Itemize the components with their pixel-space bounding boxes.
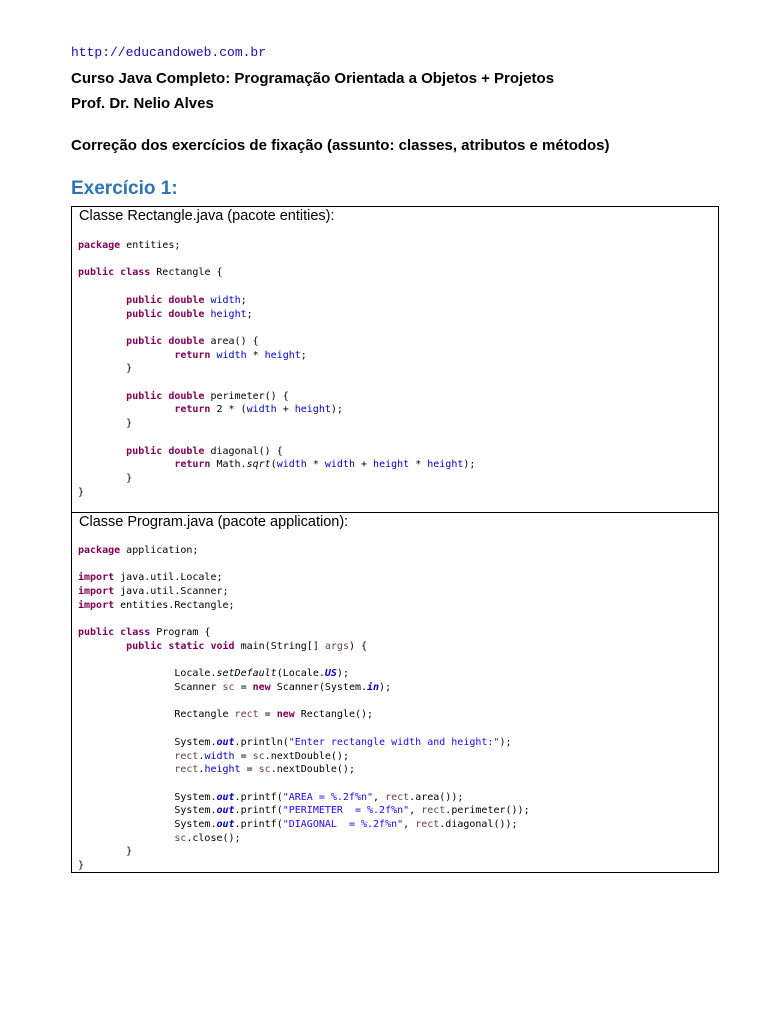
code-box-program bbox=[71, 512, 719, 873]
site-url-link[interactable]: http://educandoweb.com.br bbox=[71, 45, 267, 60]
document-subtitle: Correção dos exercícios de fixação (assunto: classes, atributos e métodos) bbox=[71, 137, 610, 154]
code-box-rectangle bbox=[71, 206, 719, 513]
course-title: Curso Java Completo: Programação Orientada a Objetos + Projetos bbox=[71, 70, 555, 87]
exercise-title: Exercício 1: bbox=[71, 178, 178, 199]
code-box-heading: Classe Rectangle.java (pacote entities): bbox=[79, 208, 335, 224]
code-box-heading: Classe Program.java (pacote application): bbox=[79, 514, 349, 530]
professor-name: Prof. Dr. Nelio Alves bbox=[71, 95, 214, 112]
code-block: package application; import java.util.Locale; import java.util.Scanner; import entities.Rectangle; public class Program { public static void main(String[] args) { Locale.setDefault(Locale.US); Scanner sc = new Scanner(System.in); Rectangle rect = new Rectangle(); System.out.println("Enter rectangle width and height:"); rect.width = sc.nextDouble(); rect.height = sc.nextDouble(); System.out.printf("AREA = %.2f%n", rect.area()); System.out.printf("PERIMETER = %.2f%n", rect.perimeter()); System.out.printf("DIAGONAL = %.2f%n", rect.diagonal()); sc.close(); } } bbox=[78, 545, 530, 872]
code-block: package entities; public class Rectangle { public double width; public double height; public double area() { return width * height; } public double perimeter() { return 2 * (width + height); } public double diagonal() { return Math.sqrt(width * width + height * height); } } bbox=[78, 240, 476, 498]
